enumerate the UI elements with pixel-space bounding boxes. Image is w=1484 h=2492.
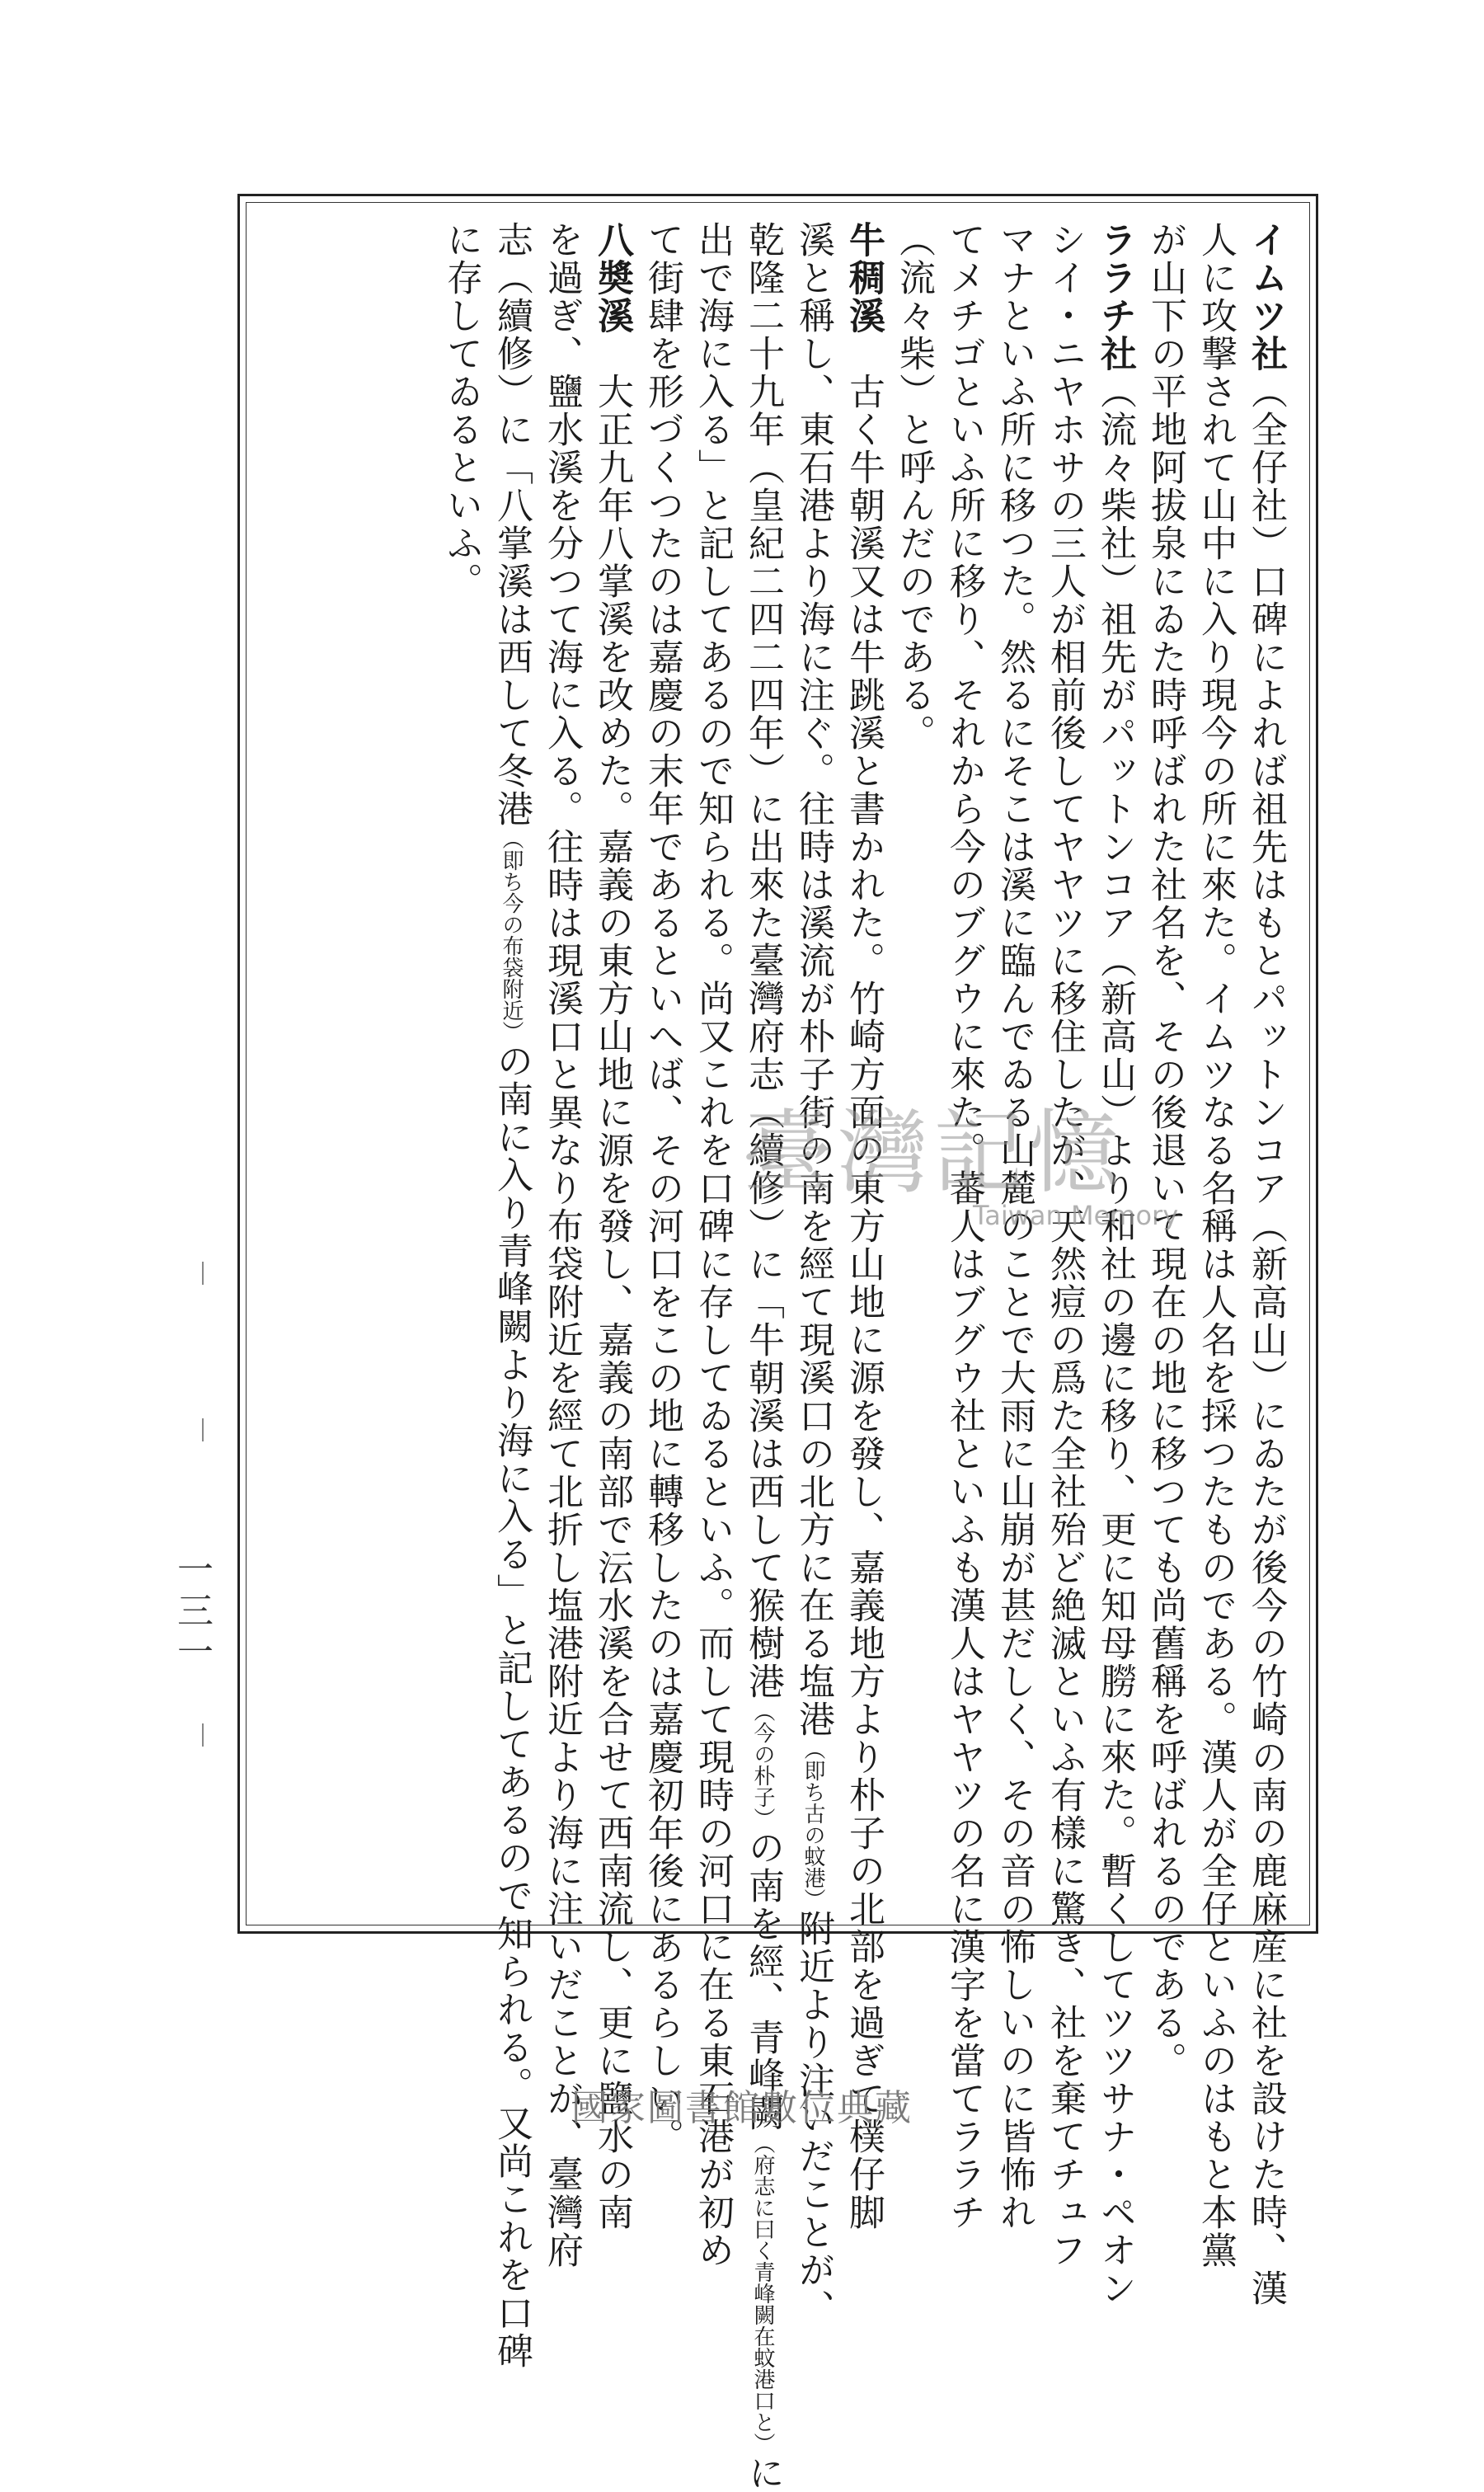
text-column <box>1190 221 1241 2269</box>
text-run: （流々柴社）祖先がパットンコア（新高山）より和社の邊に移り、更に知母朥に來た。暫くしてツツサナ・ペオン <box>1094 373 1136 2307</box>
margin-tick-mark <box>202 1418 204 1441</box>
text-run: てメチゴといふ所に移り、それから今のブグウに來た。蕃人はブグウ社といふも漢人はヤヤツの名に漢字を當てララチ <box>943 221 985 2231</box>
text-run: を過ぎ、鹽水溪を分つて海に入る。往時は現溪口と異なり布袋附近を經て北折し塩港附近より海に注いだことが、臺灣府 <box>541 221 583 2269</box>
text-run: シイ・ニヤホサの三人が相前後してヤヤツに移住したが、天然痘の爲た全社殆ど絶滅といふ有樣に驚き、社を棄てチュフ <box>1044 221 1086 2269</box>
text-column <box>788 221 838 2327</box>
inline-annotation: （即ち今の布袋附近） <box>499 828 524 1042</box>
text-column <box>436 221 486 1903</box>
text-run: （全仔社）口碑によれば祖先はもとパットンコア（新高山）にゐたが後今の竹崎の南の鹿麻産に社を設けた時、漢 <box>1245 373 1287 2307</box>
text-run: マナといふ所に移つた。然るにそこは溪に臨んでゐる山麓のことで大雨に山崩が甚だしく、その音の怖しいのに皆怖れ <box>993 221 1036 2231</box>
section-heading: 八奬溪 <box>591 221 633 335</box>
text-run: 人に攻撃されて山中に入り現今の所に來た。イムツなる名稱は人名を採つたものである。漢人が全仔といふのはもと本黨 <box>1195 221 1237 2269</box>
text-column <box>1090 221 1140 2307</box>
text-run: （流々柴）と呼んだのである。 <box>893 221 935 752</box>
text-run: 古く牛朝溪又は牛跳溪と書かれた。竹崎方面の東方山地に源を發し、嘉義地方より朴子の北部を過ぎて樸仔脚 <box>843 335 885 2231</box>
text-column <box>1140 221 1190 2080</box>
inline-annotation: （府志に曰く青峰闕在蚊港口と） <box>750 2132 775 2454</box>
watermark-title: 臺灣記憶 <box>742 1100 1125 1206</box>
text-run: 溪と稱し、東石港より海に注ぐ。往時は溪流が朴子街の南を經て現溪口の北方に在る塩港 <box>792 221 834 1738</box>
watermark-subtitle: Taiwan Memory <box>973 1200 1179 1231</box>
margin-tick-mark <box>202 1723 204 1747</box>
text-column <box>889 221 939 1903</box>
text-run: 志（續修）に「八掌溪は西して冬港 <box>491 221 533 828</box>
text-run: 大正九年八掌溪を改めた。嘉義の東方山地に源を發し、嘉義の南部で沄水溪を合せて西南流し、更に鹽水の南 <box>591 335 633 2231</box>
footer-archive-label: 國家圖書館數位典藏 <box>571 2087 913 2129</box>
text-run: に存してゐるといふ。 <box>440 221 482 600</box>
text-column <box>738 221 788 2492</box>
text-run: 出で海に入る」と記してあるので知られる。尚又これを口碑に存してゐるといふ。而して現時の河口に在る東石港が初め <box>692 221 734 2269</box>
text-run: 乾隆二十九年（皇紀二四二四年）に出來た臺灣府志（續修）に「牛朝溪は西して猴樹港 <box>742 221 784 1700</box>
text-run: の南に入り青峰闕より海に入る」と記してあるので知られる。又尚これを口碑 <box>491 1042 533 2370</box>
text-run: に <box>742 2454 784 2492</box>
text-run: の南を經、青峰闕 <box>742 1829 784 2132</box>
text-run: て街肆を形づくつたのは嘉慶の末年であるといへば、その河口をこの地に轉移したのは嘉慶初年後にあるらしい。 <box>641 221 683 2156</box>
text-column <box>939 221 989 2231</box>
text-column <box>1241 221 1291 2307</box>
text-column <box>537 221 587 2269</box>
text-column <box>838 221 889 2231</box>
text-column <box>989 221 1040 2231</box>
inline-annotation: （即ち古の蚊港） <box>801 1738 825 1910</box>
section-heading: イムツ社 <box>1245 221 1287 373</box>
text-run: が山下の平地阿拔泉にゐた時呼ばれた社名を、その後退いて現在の地に移つても尚舊稱を呼ばれるのである。 <box>1144 221 1186 2080</box>
text-column <box>587 221 637 2231</box>
text-column <box>637 221 688 2156</box>
text-column <box>688 221 738 2269</box>
text-column <box>1040 221 1090 2269</box>
text-column <box>486 221 537 2370</box>
section-heading: 牛稠溪 <box>843 221 885 335</box>
inline-annotation: （今の朴子） <box>750 1700 775 1829</box>
section-heading: ララチ社 <box>1094 221 1136 373</box>
text-run: 附近より注いだことが、 <box>792 1910 834 2327</box>
margin-tick-mark <box>202 1262 204 1285</box>
page-number: 一三一 <box>171 1550 213 1674</box>
